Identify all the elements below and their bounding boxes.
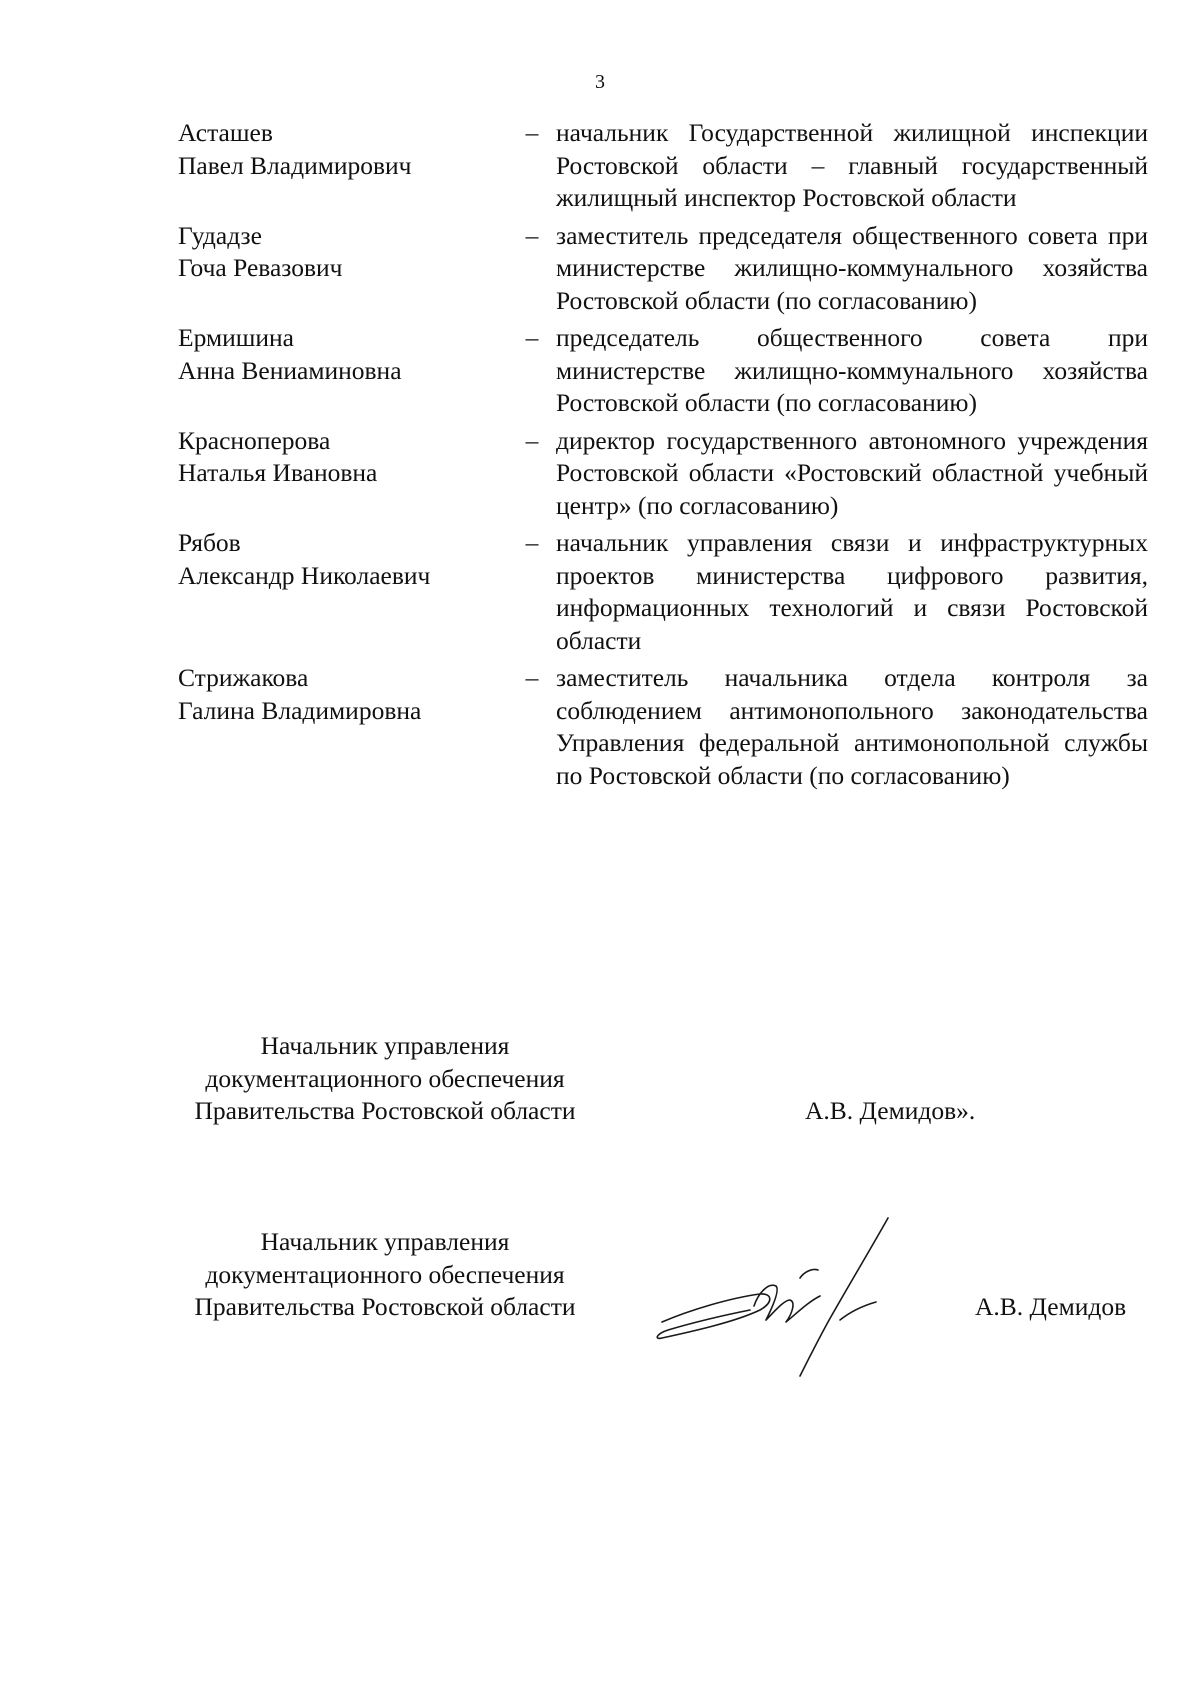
member-position: заместитель председателя общественного совета при министерстве жилищно-коммунального хозяйства Ростовской области (по согласованию)	[556, 220, 1148, 315]
members-list	[178, 117, 1148, 797]
member-dash: –	[525, 663, 539, 692]
member-surname: Гудадзе	[178, 220, 262, 250]
member-surname: Красноперова	[178, 425, 331, 455]
member-given-name: Александр Николаевич	[178, 560, 431, 590]
signatory-title-line: документационного обеспечения	[205, 1259, 565, 1289]
member-name	[178, 527, 508, 592]
member-row	[178, 117, 1148, 215]
member-name	[178, 117, 508, 182]
member-given-name: Анна Вениаминовна	[178, 355, 402, 385]
signatory-title-line: Начальник управления	[260, 1031, 510, 1060]
signatory-name: А.В. Демидов».	[805, 1096, 976, 1125]
member-dash: –	[525, 528, 539, 557]
member-position: заместитель начальника отдела контроля за соблюдением антимонопольного законодательства Управления федеральной антимонопольной службы по Ростовской области (по согласованию)	[556, 663, 1148, 790]
signature-block-appendix	[170, 1030, 1170, 1130]
signatory-title-line: Правительства Ростовской области	[194, 1096, 576, 1125]
member-dash: –	[525, 118, 539, 147]
member-name	[178, 662, 508, 727]
member-given-name: Галина Владимировна	[178, 695, 422, 725]
signatory-title-line: Правительства Ростовской области	[194, 1292, 576, 1321]
member-dash: –	[525, 425, 539, 455]
page-number: 3	[595, 71, 605, 93]
member-given-name: Павел Владимирович	[178, 150, 412, 180]
member-surname: Асташев	[178, 118, 273, 147]
member-position: председатель общественного совета при министерстве жилищно-коммунального хозяйства Ростовской области (по согласованию)	[556, 323, 1148, 417]
member-position: начальник управления связи и инфраструктурных проектов министерства цифрового развития, информационных технологий и связи Ростовской области	[556, 528, 1148, 655]
signatory-title	[170, 1030, 600, 1128]
signatory-name: А.В. Демидов	[975, 1292, 1127, 1321]
member-given-name: Наталья Ивановна	[178, 458, 378, 487]
signatory-title-line: Начальник управления	[260, 1227, 510, 1256]
member-row	[178, 322, 1148, 420]
member-row	[178, 662, 1148, 792]
member-given-name: Гоча Ревазович	[178, 253, 343, 282]
member-name	[178, 220, 508, 285]
member-row	[178, 425, 1148, 523]
signatory-title	[170, 1226, 600, 1324]
member-row	[178, 220, 1148, 318]
member-name	[178, 322, 508, 387]
member-surname: Рябов	[178, 528, 241, 557]
signatory-title-line: документационного обеспечения	[205, 1063, 565, 1093]
member-surname: Ермишина	[178, 323, 294, 352]
member-position: начальник Государственной жилищной инспекции Ростовской области – главный государственный жилищный инспектор Ростовской области	[556, 118, 1148, 212]
member-position: директор государственного автономного учреждения Ростовской области «Ростовский областной учебный центр» (по согласованию)	[556, 425, 1148, 520]
member-surname: Стрижакова	[178, 663, 309, 692]
member-dash: –	[525, 323, 539, 352]
member-dash: –	[525, 220, 539, 250]
handwritten-signature	[650, 1210, 920, 1380]
member-row	[178, 527, 1148, 657]
member-name	[178, 425, 508, 490]
